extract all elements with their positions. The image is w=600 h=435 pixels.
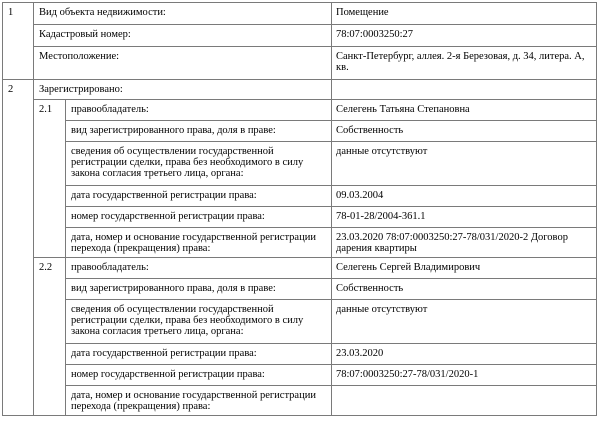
field-value: 78:07:0003250:27-78/031/2020-1	[332, 365, 597, 386]
field-label: сведения об осуществлении государственной регистрации сделки, права без необходимого в силу закона согласия третьего лица, органа:	[66, 300, 332, 344]
field-value: данные отсутствуют	[332, 300, 597, 344]
row-number: 2	[3, 80, 34, 416]
holder-number: 2.1	[34, 100, 66, 258]
field-value: 23.03.2020	[332, 344, 597, 365]
field-value: Санкт-Петербург, аллея. 2-я Березовая, д. 34, литера. А, кв.	[332, 47, 597, 80]
field-label: Зарегистрировано:	[34, 80, 332, 100]
table-row	[3, 80, 597, 100]
table-row	[3, 386, 597, 416]
row-number: 1	[3, 3, 34, 80]
field-label: сведения об осуществлении государственной регистрации сделки, права без необходимого в силу закона согласия третьего лица, органа:	[66, 142, 332, 186]
field-label: Кадастровый номер:	[34, 25, 332, 47]
field-label: вид зарегистрированного права, доля в праве:	[66, 279, 332, 300]
field-value	[332, 80, 597, 100]
field-label: Вид объекта недвижимости:	[34, 3, 332, 25]
field-label: правообладатель:	[66, 100, 332, 121]
field-label: номер государственной регистрации права:	[66, 365, 332, 386]
table-row	[3, 344, 597, 365]
field-label: дата, номер и основание государственной регистрации перехода (прекращения) права:	[66, 228, 332, 258]
holder-number: 2.2	[34, 258, 66, 416]
property-table	[2, 2, 597, 416]
field-label: дата, номер и основание государственной регистрации перехода (прекращения) права:	[66, 386, 332, 416]
table-row	[3, 100, 597, 121]
field-value: Помещение	[332, 3, 597, 25]
field-value: 78-01-28/2004-361.1	[332, 207, 597, 228]
field-value: 23.03.2020 78:07:0003250:27-78/031/2020-2 Договор дарения квартиры	[332, 228, 597, 258]
table-row	[3, 300, 597, 344]
table-row	[3, 279, 597, 300]
field-value: Собственность	[332, 121, 597, 142]
table-row	[3, 3, 597, 25]
table-row	[3, 365, 597, 386]
field-label: вид зарегистрированного права, доля в праве:	[66, 121, 332, 142]
table-row	[3, 228, 597, 258]
field-value: данные отсутствуют	[332, 142, 597, 186]
table-row	[3, 186, 597, 207]
table-row	[3, 258, 597, 279]
field-value: 78:07:0003250:27	[332, 25, 597, 47]
field-value: Селегень Татьяна Степановна	[332, 100, 597, 121]
table-row	[3, 142, 597, 186]
field-value: Собственность	[332, 279, 597, 300]
field-label: Местоположение:	[34, 47, 332, 80]
table-row	[3, 25, 597, 47]
table-row	[3, 47, 597, 80]
field-label: номер государственной регистрации права:	[66, 207, 332, 228]
table-row	[3, 121, 597, 142]
table-row	[3, 207, 597, 228]
property-extract-document	[2, 2, 596, 416]
field-label: правообладатель:	[66, 258, 332, 279]
field-label: дата государственной регистрации права:	[66, 186, 332, 207]
field-value: Селегень Сергей Владимирович	[332, 258, 597, 279]
field-value	[332, 386, 597, 416]
field-label: дата государственной регистрации права:	[66, 344, 332, 365]
field-value: 09.03.2004	[332, 186, 597, 207]
